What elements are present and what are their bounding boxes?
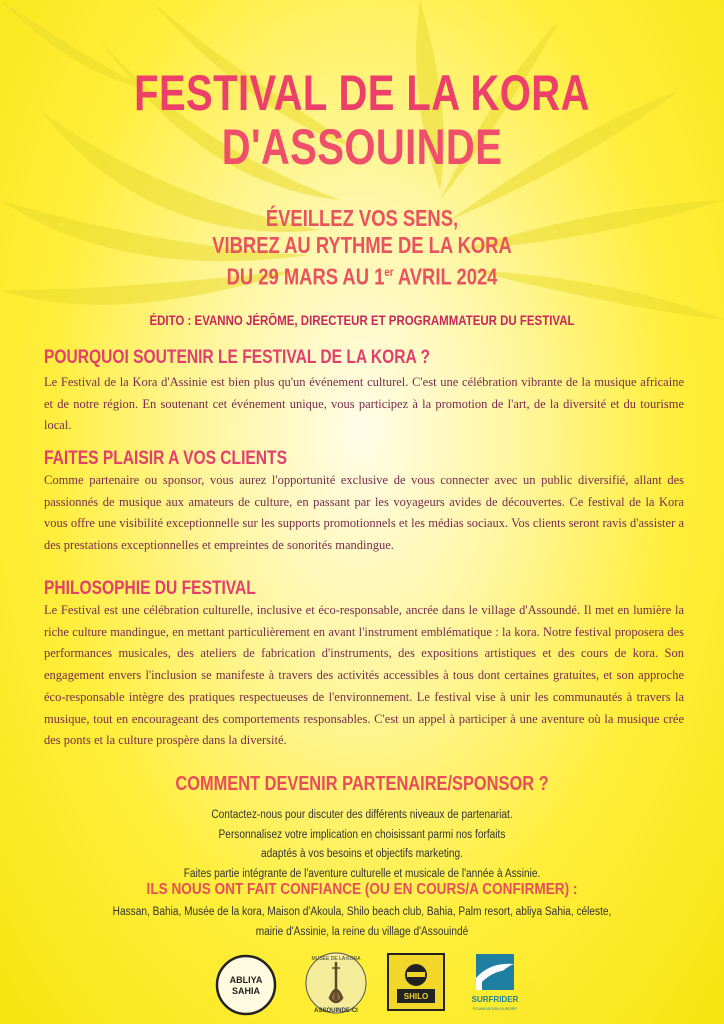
partner-line-2: Personnalisez votre implication en choisissant parmi nos forfaits xyxy=(218,828,506,841)
shilo-logo xyxy=(387,953,445,1011)
trust-line-2: mairie d'Assinie, la reine du village d'Assouindé xyxy=(255,925,469,938)
section-title-philosophy: PHILOSOPHIE DU FESTIVAL xyxy=(44,578,256,599)
trust-list xyxy=(43,903,680,942)
festival-dates xyxy=(72,259,651,290)
tagline-line-1: ÉVEILLEZ VOS SENS, xyxy=(265,205,459,231)
trust-line-1: Hassan, Bahia, Musée de la kora, Maison d'Akoula, Shilo beach club, Bahia, Palm resort, abliya Sahia, céleste, xyxy=(112,906,612,918)
surfrider-logo xyxy=(470,950,520,1014)
section-text-philosophy: Le Festival est une célébration culturelle, inclusive et éco-responsable, ancrée dans le village d'Assoundé. Il met en lumière la riche culture mandingue, en mettant particulièrement en avant l'instrument emblématique : la kora. Notre festival proposera des performances musicales, des ateliers de fabrication d'instruments, des expositions artistiques et des cours de kora. Son engagement envers l'inclusion se manifeste à travers des activités accessibles à tous dont certaines gratuites, et son approche éco-responsable intègre des pratiques respectueuses de l'environnement. Le festival vise à unir les communautés à travers la musique, tout en encourageant des comportements responsables. C'est un appel à participer à une aventure où la musique crée des ponts et la culture prospère dans la diversité. xyxy=(44,603,684,748)
musee-kora-logo xyxy=(303,950,369,1016)
section-text-why-support: Le Festival de la Kora d'Assinie est bien plus qu'un événement culturel. C'est une célébration vibrante de la musique africaine et de notre région. En soutenant cet événement unique, vous participez à la promotion de l'art, de la diversité et du tourisme local. xyxy=(44,375,684,433)
musee-logo-ring-text: MUSÉE DE LA KORA xyxy=(311,956,361,962)
surfrider-logo-text: SURFRIDER xyxy=(471,995,519,1004)
partner-contact-text xyxy=(43,806,680,884)
tagline-line-2: VIBREZ AU RYTHME DE LA KORA xyxy=(212,232,512,258)
section-title-why-support: POURQUOI SOUTENIR LE FESTIVAL DE LA KORA ? xyxy=(44,347,431,368)
trust-title: ILS NOUS ONT FAIT CONFIANCE (OU EN COURS/A CONFIRMER) : xyxy=(146,881,578,898)
partner-line-4: Faites partie intégrante de l'aventure culturelle et musicale de l'année à Assinie. xyxy=(183,867,541,880)
section-title-clients: FAITES PLAISIR A VOS CLIENTS xyxy=(44,448,287,469)
festival-title: FESTIVAL DE LA KORA xyxy=(134,65,590,121)
surfrider-logo-subtext: FOUNDATION EUROPE xyxy=(472,1006,518,1011)
edito-line: ÉDITO : EVANNO JÉRÔME, DIRECTEUR ET PROGRAMMATEUR DU FESTIVAL xyxy=(149,313,575,328)
abliya-logo-text-1: ABLIYA xyxy=(229,975,263,985)
partner-line-1: Contactez-nous pour discuter des différents niveaux de partenariat. xyxy=(211,809,513,821)
musee-logo-bottom-text: ASSOUINDE-CI xyxy=(314,1008,358,1014)
partner-title: COMMENT DEVENIR PARTENAIRE/SPONSOR ? xyxy=(175,773,549,795)
dates-superscript: er xyxy=(384,265,394,279)
dates-suffix: AVRIL 2024 xyxy=(393,263,498,290)
abliya-logo-text-2: SAHIA xyxy=(231,986,261,996)
dates-prefix: DU 29 MARS AU 1 xyxy=(226,263,385,290)
partner-line-3: adaptés à vos besoins et objectifs marketing. xyxy=(261,848,463,860)
section-text-clients: Comme partenaire ou sponsor, vous aurez l'opportunité exclusive de vous connecter avec un public diversifié, allant des passionnés de musique aux amateurs de culture, en passant par les voyageurs avides de découvertes. Ce festival de la Kora vous offre une visibilité exceptionnelle sur les supports promotionnels et les médias sociaux. Vos clients seront ravis d'assister a des prestations exceptionnelles et empreintes de sonorités mandingue. xyxy=(44,473,684,553)
festival-location-title: D'ASSOUINDE xyxy=(221,119,503,175)
shilo-logo-text: SHILO xyxy=(403,992,429,1001)
abliya-sahia-logo xyxy=(215,954,277,1016)
